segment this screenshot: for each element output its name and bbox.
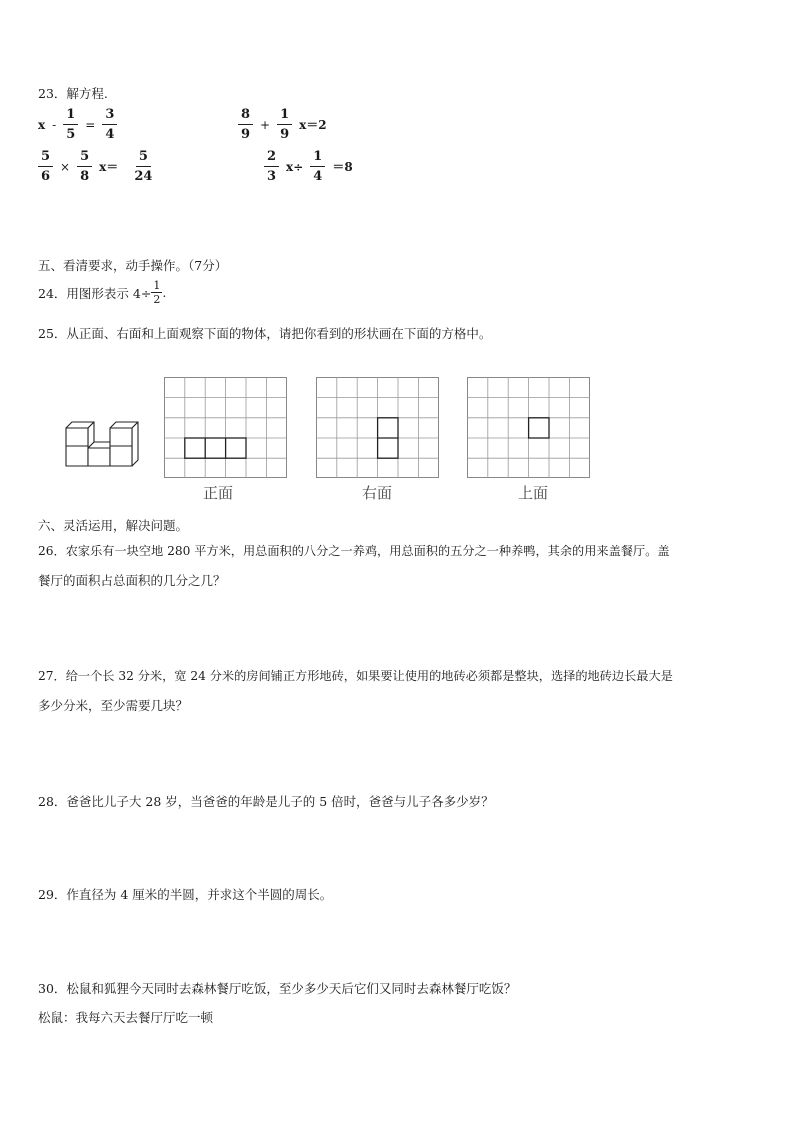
- label-front: 正面: [203, 484, 234, 502]
- q24: [38, 280, 166, 305]
- plus-sign: +: [260, 117, 271, 132]
- q25-text: 25．从正面、右面和上面观察下面的物体，请把你看到的形状画在下面的方格中。: [38, 326, 492, 341]
- q29-text: 29．作直径为 4 厘米的半圆，并求这个半圆的周长。: [38, 887, 333, 902]
- fraction: $\frac{1}{5}$: [63, 108, 78, 141]
- fraction: $\frac{1}{9}$: [277, 108, 292, 141]
- label-right: 右面: [362, 484, 393, 502]
- section-5-heading: 五、看清要求，动手操作。（7分）: [38, 258, 228, 273]
- equation-3: [38, 150, 155, 183]
- equation-tail: x＝2: [299, 118, 327, 132]
- fraction: $\frac{1}{4}$: [310, 150, 325, 183]
- fraction: $\frac{3}{4}$: [102, 108, 117, 141]
- equation-tail: ＝8: [332, 160, 353, 174]
- equation-4: [264, 150, 353, 183]
- q30-text: 30．松鼠和狐狸今天同时去森林餐厅吃饭，至少多少天后它们又同时去森林餐厅吃饭？: [38, 981, 517, 996]
- q26-line2: 餐厅的面积占总面积的几分之几？: [38, 573, 226, 588]
- times-sign: ×: [60, 159, 71, 174]
- q24-period: .: [162, 285, 167, 300]
- q26-line1: 26．农家乐有一块空地 280 平方米，用总面积的八分之一养鸡，用总面积的五分之一种养鸭，其余的用来盖餐厅。盖: [38, 544, 670, 558]
- x-equals: x＝: [99, 160, 119, 174]
- x-divide: x÷: [286, 159, 304, 174]
- grid-right-view: [316, 377, 440, 479]
- label-top: 上面: [518, 484, 549, 502]
- fraction: $\frac{2}{3}$: [264, 150, 279, 183]
- fraction: $\frac{5}{6}$: [38, 150, 53, 183]
- fraction: $\frac{5}{24}$: [134, 149, 153, 184]
- equals-sign: =: [85, 117, 96, 132]
- q27-line2: 多少分米，至少需要几块？: [38, 698, 189, 713]
- squirrel-statement: 松鼠：我每六天去餐厅厅吃一顿: [38, 1010, 214, 1025]
- fraction: $\frac{1}{2}$: [153, 279, 161, 306]
- cube-stack-figure: [62, 410, 146, 468]
- fraction: $\frac{8}{9}$: [238, 108, 253, 141]
- var-x: x: [38, 117, 46, 132]
- section-6-heading: 六、灵活运用，解决问题。: [38, 518, 189, 533]
- q28-text: 28．爸爸比儿子大 28 岁，当爸爸的年龄是儿子的 5 倍时，爸爸与儿子各多少岁？: [38, 794, 494, 809]
- equation-2: [238, 108, 327, 141]
- minus-sign: -: [52, 117, 57, 132]
- grid-front-view: [164, 377, 288, 479]
- q24-text: 24．用图形表示 4÷: [38, 285, 152, 301]
- fraction: $\frac{5}{8}$: [77, 150, 92, 183]
- q23-title: 23．解方程.: [38, 86, 108, 101]
- equation-1: [38, 108, 117, 141]
- grid-top-view: [467, 377, 591, 479]
- q27-line1: 27．给一个长 32 分米，宽 24 分米的房间铺正方形地砖，如果要让使用的地砖必须都是整块，选择的地砖边长最大是: [38, 669, 673, 683]
